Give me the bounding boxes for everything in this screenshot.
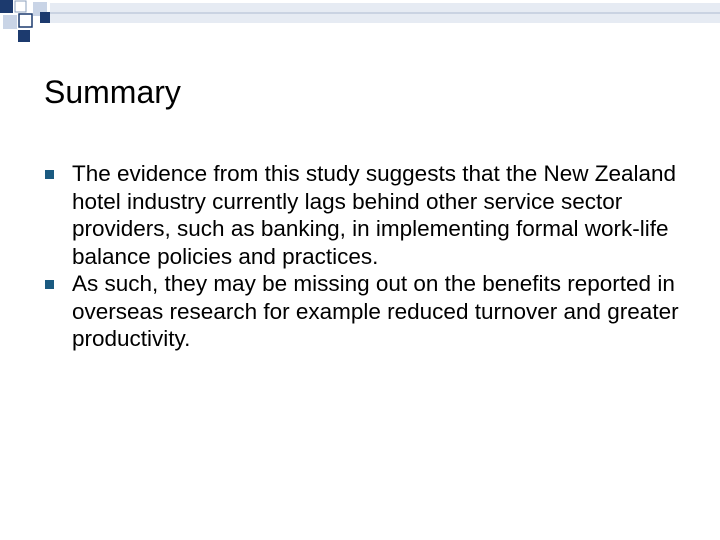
bullet-text: The evidence from this study suggests that the New Zealand hotel industry currently lags behind other service sector providers, such as banking, in implementing formal work-life balance policies and practices. — [72, 161, 677, 269]
decorative-squares — [0, 0, 720, 50]
deco-square-dark-3 — [40, 12, 51, 23]
bullet-text: As such, they may be missing out on the benefits reported in overseas research for example reduced turnover and greater productivity. — [72, 271, 679, 351]
deco-square-outline-2 — [19, 14, 32, 27]
square-bullet-icon — [45, 280, 54, 289]
deco-square-dark-2 — [18, 30, 30, 42]
deco-square-outline-1 — [15, 1, 26, 12]
bullet-item — [0, 160, 692, 270]
bullet-item — [0, 270, 692, 353]
slide-title: Summary — [44, 74, 181, 110]
bullet-list — [0, 160, 720, 353]
deco-square-dark-1 — [0, 0, 13, 13]
square-bullet-icon — [45, 170, 54, 179]
deco-square-light-1 — [3, 15, 17, 29]
